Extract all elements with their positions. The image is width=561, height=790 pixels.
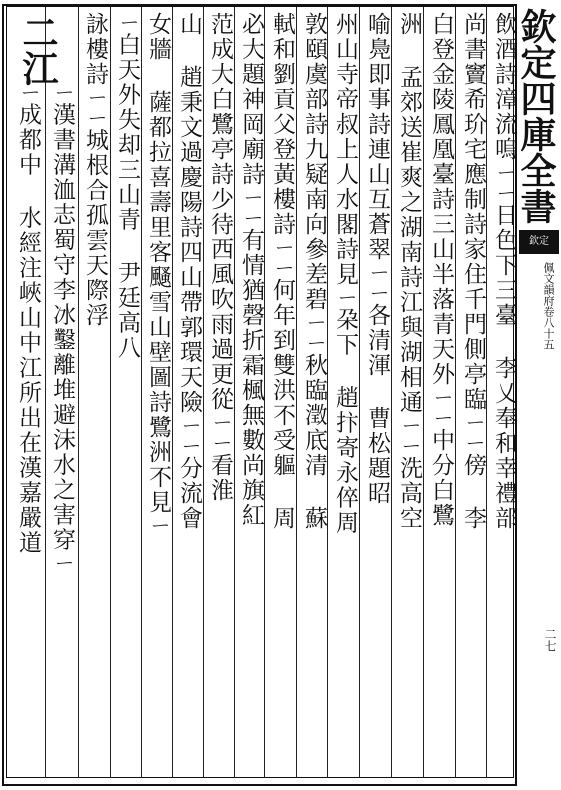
column-rule: [391, 7, 392, 778]
volume-label: 卷八十五: [542, 306, 555, 350]
text-column-12: 女牆 薩都拉喜壽里客颾雪山壁圖詩鷺洲不見ㄧ: [145, 12, 171, 536]
column-rule: [234, 7, 235, 778]
column-rule: [423, 7, 424, 778]
book-subtitle: [542, 262, 555, 350]
text-column-2: 尚書竇希玠宅應制詩家住千門側亭臨ㄧㄧ傍 李: [460, 12, 486, 531]
book-subtitle-text: 佩文韻府: [542, 262, 555, 306]
text-column-1: 飲酒詩漳流嗚ㄧㄧ日色下三臺 李乂奉和幸禮部: [491, 12, 517, 531]
column-rule: [141, 7, 142, 778]
column-rule: [455, 7, 456, 778]
text-column-11: 山 趙秉文過慶陽詩四山帶郭環天險ㄧㄧ分流會: [176, 12, 202, 531]
column-rule: [110, 7, 111, 778]
text-column-5: 喻鳧即事詩連山互蒼翠ㄧㄧ各清渾 曹松題昭: [364, 12, 390, 506]
text-column-10: 范成大白鷺亭詩少待西風吹雨過更從ㄧㄧ看淮: [207, 12, 233, 503]
text-column-7: 敦頤虞部詩九疑南向參差碧ㄧㄧ秋臨澂底清 蘇: [301, 12, 327, 531]
text-column-14: 詠樓詩ㄧㄧ城根合孤雲天際浮: [82, 12, 108, 328]
text-column-16: ㄧ成都中 水經注峽山中江所出在漢嘉嚴道: [15, 82, 41, 556]
column-rule: [45, 7, 46, 778]
text-column-8: 軾和劉貢父登黃樓詩ㄧㄧ何年到雙洪不受軀 周: [269, 12, 295, 531]
text-column-9: 必大題神岡廟詩ㄧㄧ有情猶磬折霜楓無數尚旗紅: [238, 12, 264, 528]
text-column-4: 洲 孟郊送崔爽之湖南詩江與湖相通ㄧㄧ洗高空: [396, 12, 422, 531]
column-rule: [78, 7, 79, 778]
book-title: 欽定四庫全書: [515, 8, 557, 224]
text-column-3: 白登金陵鳳凰臺詩三山半落青天外ㄧㄧ中分白鷺: [428, 12, 454, 528]
edition-label: 欽定: [519, 230, 559, 254]
text-column-13: ㄧ白天外失却三山青 尹廷高八: [114, 12, 140, 361]
entry-heading: 二江: [17, 14, 59, 86]
page-number: 二七: [543, 628, 557, 652]
text-column-15: ㄧ漢書溝洫志蜀守李冰鑿離堆避沫水之害穿ㄧ: [49, 82, 75, 573]
column-rule: [172, 7, 173, 778]
column-rule: [296, 7, 297, 778]
column-rule: [203, 7, 204, 778]
column-rule: [359, 7, 360, 778]
text-column-6: 州山寺帝叔上人水閣詩見ㄧ朶下 趙抃寄永倅周: [332, 12, 358, 536]
